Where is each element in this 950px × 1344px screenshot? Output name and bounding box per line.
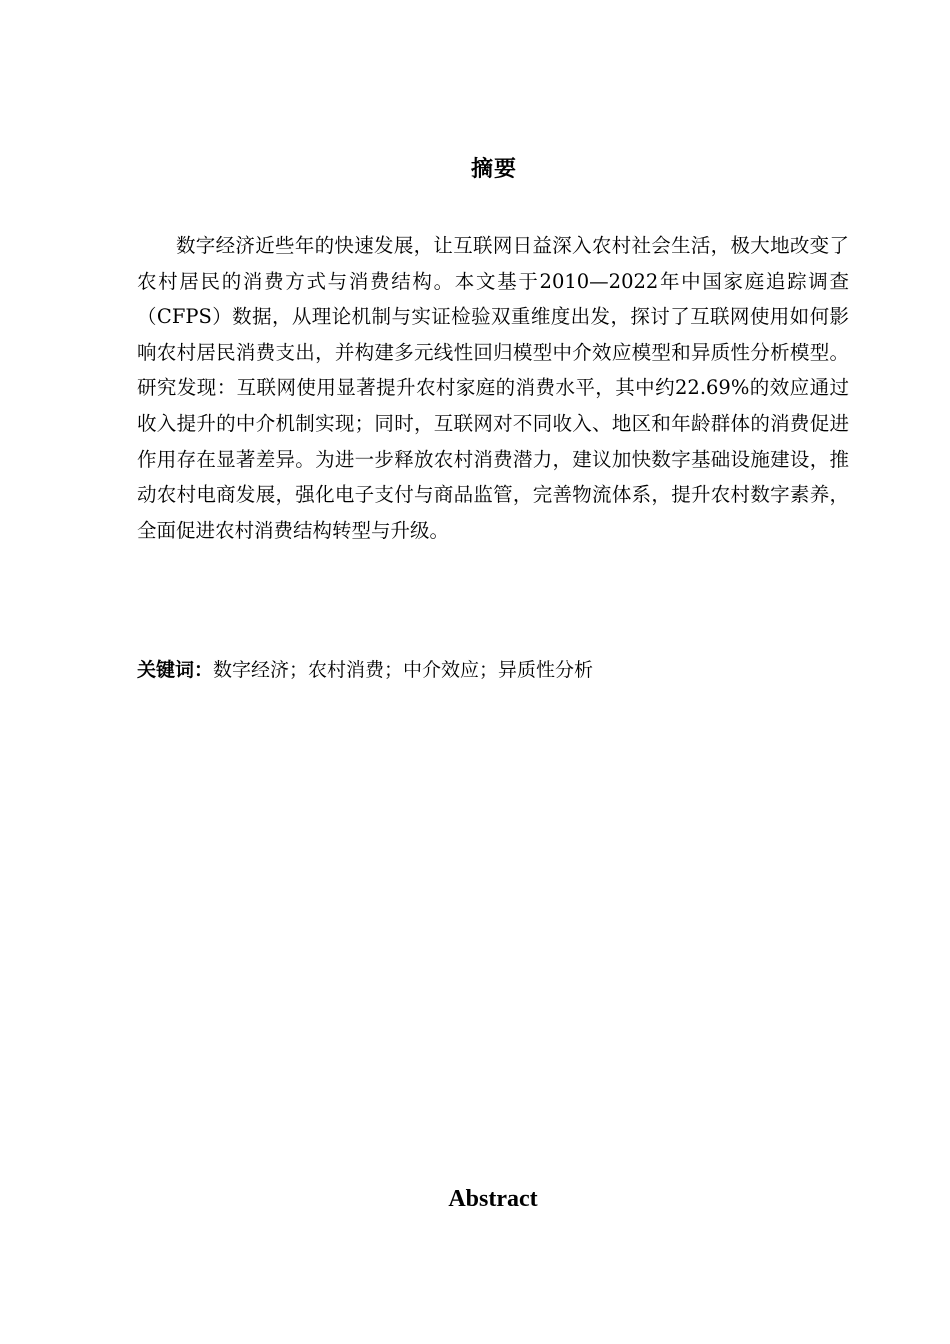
abstract-cn-title: 摘要	[470, 157, 517, 182]
keywords-line	[137, 652, 849, 688]
keywords-values: 数字经济；农村消费；中介效应；异质性分析	[213, 659, 594, 681]
abstract-cn-body: 数字经济近些年的快速发展，让互联网日益深入农村社会生活，极大地改变了农村居民的消费方式与消费结构。本文基于2010—2022年中国家庭追踪调查（CFPS）数据，从理论机制与实证检验双重维度出发，探讨了互联网使用如何影响农村居民消费支出，并构建多元线性回归模型中介效应模型和异质性分析模型。研究发现：互联网使用显著提升农村家庭的消费水平，其中约22.69%的效应通过收入提升的中介机制实现；同时，互联网对不同收入、地区和年龄群体的消费促进作用存在显著差异。为进一步释放农村消费潜力，建议加快数字基础设施建设，推动农村电商发展，强化电子支付与商品监管，完善物流体系，提升农村数字素养，全面促进农村消费结构转型与升级。	[137, 234, 849, 542]
abstract-en-title: Abstract	[448, 1186, 538, 1212]
keywords-label: 关键词：	[137, 659, 214, 681]
